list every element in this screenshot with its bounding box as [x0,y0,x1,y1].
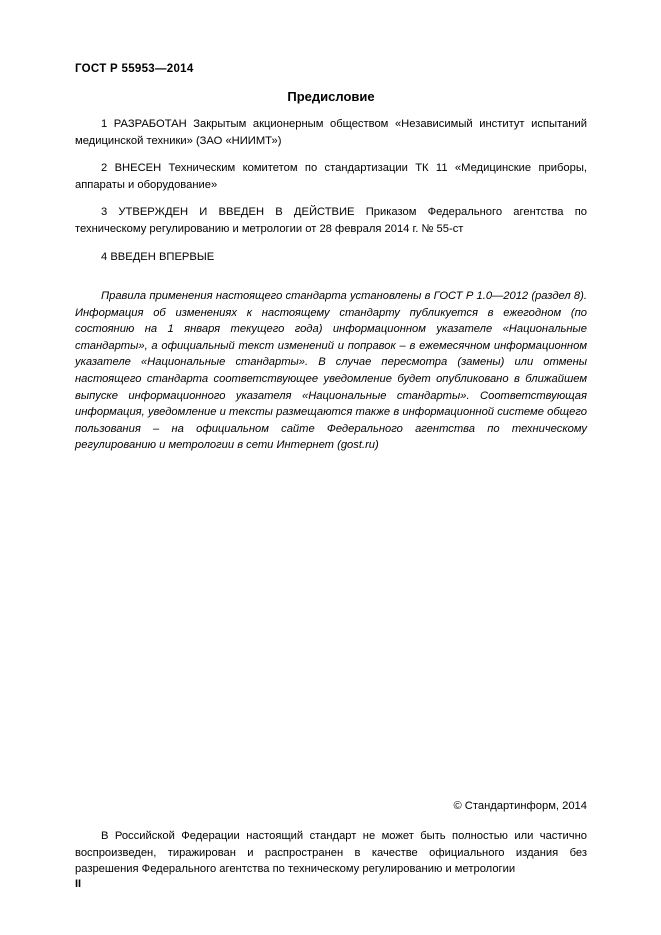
clause-item: 4 ВВЕДЕН ВПЕРВЫЕ [101,250,215,263]
page-content [75,0,587,935]
reproduction-notice: В Российской Федерации настоящий стандарт не может быть полностью или частично воспроизведен, тиражирован и распространен в качестве официального издания без разрешения Федерального агентства по техническому регулированию и метрологии [75,830,587,876]
clause-item: 3 УТВЕРЖДЕН И ВВЕДЕН В ДЕЙСТВИЕ Приказом Федерального агентства по техническому регулированию и метрологии от 28 февраля 2014 г. № 55-ст [75,206,587,235]
copyright-line: © Стандартинформ, 2014 [453,800,587,812]
application-rules-note: Правила применения настоящего стандарта установлены в ГОСТ Р 1.0—2012 (раздел 8). Информация об изменениях к настоящему стандарту публикуется в ежегодном (по состоянию на 1 января текущего года) информационном указателе «Национальные стандарты», а официальный текст изменений и поправок – в ежемесячном информационном указателе «Национальные стандарты». В случае пересмотра (замены) или отмены настоящего стандарта соответствующее уведомление будет опубликовано в ближайшем выпуске информационного указателя «Национальные стандарты». Соответствующая информация, уведомление и тексты размещаются также в информационной системе общего пользования – на официальном сайте Федерального агентства по техническому регулированию и метрологии в сети Интернет (gost.ru) [75,290,587,452]
clause-list [75,116,587,265]
clause-item: 2 ВНЕСЕН Техническим комитетом по стандартизации ТК 11 «Медицинские приборы, аппараты и оборудование» [75,162,587,191]
page-title: Предисловие [287,89,375,104]
standard-code: ГОСТ Р 55953—2014 [75,63,194,75]
page-number: II [75,878,82,890]
clause-item: 1 РАЗРАБОТАН Закрытым акционерным обществом «Независимый институт испытаний медицинской техники» (ЗАО «НИИМТ») [75,118,587,147]
